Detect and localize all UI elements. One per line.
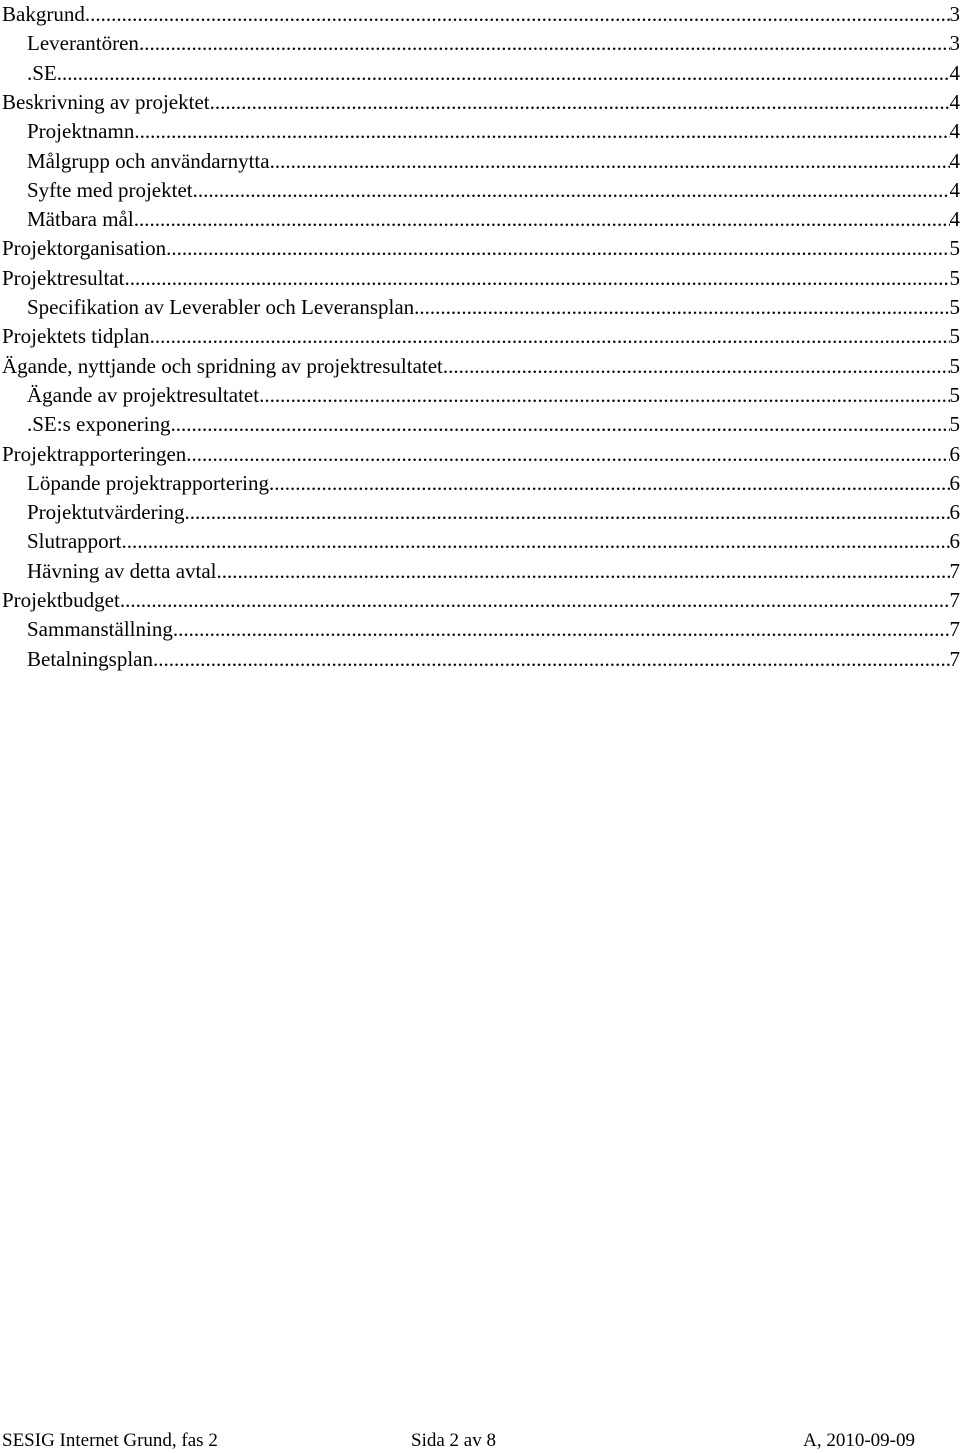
toc-entry-page-number: 7 [949, 617, 960, 642]
toc-entry[interactable] [0, 176, 960, 205]
toc-dot-leader [124, 264, 949, 293]
toc-entry-title: Beskrivning av projektet [2, 89, 210, 114]
toc-entry-page-number: 5 [949, 412, 960, 437]
toc-dot-leader [443, 352, 950, 381]
toc-entry[interactable] [0, 469, 960, 498]
toc-entry-page-number: 3 [949, 31, 960, 56]
toc-entry-title: .SE:s exponering [27, 412, 171, 437]
toc-dot-leader [193, 176, 950, 205]
toc-entry[interactable] [0, 440, 960, 469]
toc-entry-page-number: 7 [949, 646, 960, 671]
toc-dot-leader [120, 586, 950, 615]
toc-entry[interactable] [0, 615, 960, 644]
toc-entry-page-number: 5 [949, 236, 960, 261]
toc-dot-leader [166, 234, 949, 263]
toc-entry-page-number: 4 [949, 60, 960, 85]
toc-entry-page-number: 3 [949, 2, 960, 26]
toc-dot-leader [122, 527, 950, 556]
toc-dot-leader [414, 293, 949, 322]
toc-dot-leader [170, 410, 949, 439]
toc-entry[interactable] [0, 59, 960, 88]
toc-entry[interactable] [0, 586, 960, 615]
toc-entry-title: Betalningsplan [27, 646, 153, 671]
toc-dot-leader [173, 615, 950, 644]
footer-document-title: SESIG Internet Grund, fas 2 [2, 1430, 218, 1451]
toc-entry[interactable] [0, 293, 960, 322]
toc-entry-page-number: 4 [949, 119, 960, 144]
toc-dot-leader [139, 29, 950, 58]
toc-dot-leader [269, 469, 950, 498]
toc-entry-page-number: 5 [949, 382, 960, 407]
toc-entry-page-number: 4 [949, 148, 960, 173]
toc-entry-page-number: 6 [949, 470, 960, 495]
toc-entry-title: Projektutvärdering [27, 500, 185, 525]
toc-entry-title: Projektresultat [2, 265, 125, 290]
toc-entry[interactable] [0, 645, 960, 674]
toc-dot-leader [184, 498, 949, 527]
toc-dot-leader [210, 88, 950, 117]
toc-entry-page-number: 7 [949, 558, 960, 583]
toc-entry[interactable] [0, 527, 960, 556]
footer-version-date: A, 2010-09-09 [803, 1430, 915, 1451]
toc-entry-page-number: 5 [949, 324, 960, 349]
toc-entry[interactable] [0, 381, 960, 410]
toc-entry[interactable] [0, 264, 960, 293]
toc-entry[interactable] [0, 0, 960, 29]
toc-entry[interactable] [0, 498, 960, 527]
toc-dot-leader [217, 557, 950, 586]
toc-entry-title: Målgrupp och användarnytta [27, 148, 270, 173]
toc-entry-title: Ägande, nyttjande och spridning av projektresultatet [2, 353, 443, 378]
toc-dot-leader [153, 645, 950, 674]
toc-entry-title: Projektets tidplan [2, 324, 150, 349]
footer-page-number: Sida 2 av 8 [411, 1430, 496, 1451]
page-footer [0, 1428, 960, 1453]
toc-entry-page-number: 5 [949, 295, 960, 319]
toc-entry-page-number: 6 [949, 441, 960, 466]
toc-entry-page-number: 5 [949, 353, 960, 378]
toc-entry-title: Sammanställning [27, 617, 173, 642]
toc-entry-page-number: 5 [949, 265, 960, 290]
toc-dot-leader [150, 322, 950, 351]
toc-entry[interactable] [0, 322, 960, 351]
toc-dot-leader [85, 0, 950, 29]
toc-entry-page-number: 4 [949, 177, 960, 202]
toc-entry[interactable] [0, 29, 960, 58]
toc-entry-title: Projektbudget [2, 588, 120, 612]
toc-dot-leader [186, 440, 949, 469]
toc-entry-page-number: 7 [949, 588, 960, 612]
toc-entry-page-number: 6 [949, 529, 960, 554]
toc-entry[interactable] [0, 234, 960, 263]
toc-entry-title: Ägande av projektresultatet [27, 382, 260, 407]
toc-dot-leader [57, 59, 950, 88]
toc-dot-leader [134, 117, 949, 146]
toc-entry-title: Leverantören [27, 31, 139, 56]
toc-entry-title: Projektorganisation [2, 236, 167, 261]
toc-entry-page-number: 4 [949, 207, 960, 232]
toc-dot-leader [259, 381, 949, 410]
toc-entry[interactable] [0, 352, 960, 381]
toc-entry-title: Hävning av detta avtal [27, 558, 217, 583]
toc-entry-title: Specifikation av Leverabler och Leveransplan [27, 295, 415, 319]
toc-entry-title: Slutrapport [27, 529, 122, 554]
toc-entry-title: .SE [27, 60, 57, 85]
toc-entry-title: Projektrapporteringen [2, 441, 187, 466]
toc-dot-leader [134, 205, 950, 234]
toc-entry[interactable] [0, 147, 960, 176]
toc-entry-title: Mätbara mål [27, 207, 134, 232]
toc-entry-title: Projektnamn [27, 119, 135, 144]
toc-entry-title: Bakgrund [2, 2, 85, 26]
toc-entry[interactable] [0, 205, 960, 234]
toc-dot-leader [270, 147, 950, 176]
toc-entry[interactable] [0, 117, 960, 146]
toc-entry[interactable] [0, 557, 960, 586]
toc-entry-title: Syfte med projektet [27, 177, 193, 202]
toc-entry[interactable] [0, 410, 960, 439]
toc-entry-page-number: 6 [949, 500, 960, 525]
toc-entry-page-number: 4 [949, 89, 960, 114]
toc-entry[interactable] [0, 88, 960, 117]
toc-entry-title: Löpande projektrapportering [27, 470, 269, 495]
